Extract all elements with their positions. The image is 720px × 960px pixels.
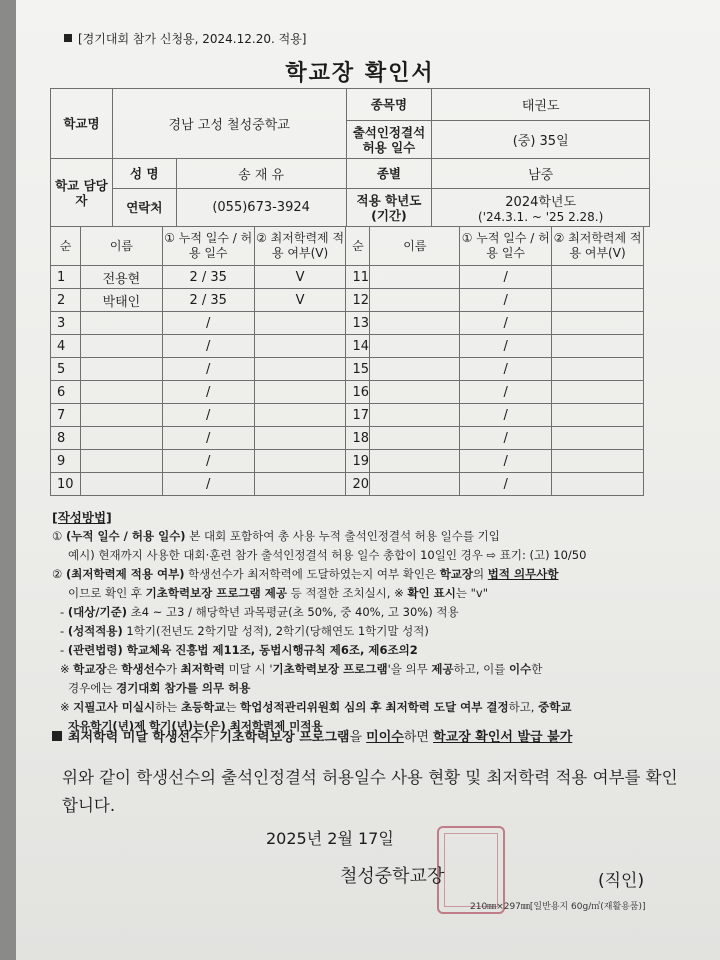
method-text: 한 [531, 662, 543, 676]
method-text: ① [52, 529, 66, 543]
row-days: / [460, 404, 552, 427]
row-no: 8 [51, 427, 81, 450]
row-days: / [460, 266, 552, 289]
method-text: 기초학력보장 프로그램 제공 [145, 586, 287, 600]
method-text: 의 [473, 567, 488, 581]
writing-method [52, 508, 672, 736]
method-text: - [60, 624, 68, 638]
row-min [254, 404, 346, 427]
issue-date: 2025년 2월 17일 [266, 829, 394, 848]
row-days: / [162, 381, 254, 404]
method-text: 이수 [509, 662, 532, 676]
notice-text: 하면 [403, 730, 434, 745]
row-days: / [162, 312, 254, 335]
header-min-2: ② 최저학력제 적용 여부(V) [552, 227, 644, 266]
method-text: 제공 [431, 662, 454, 676]
row-no: 16 [346, 381, 370, 404]
row-name [370, 404, 460, 427]
row-min [254, 312, 346, 335]
row-name [370, 473, 460, 496]
row-no: 5 [51, 358, 81, 381]
method-text: '을 의무 [387, 662, 432, 676]
method-text: 1학기(전년도 2학기말 성적), 2학기(당해연도 1학기말 성적) [122, 624, 429, 638]
row-name [80, 450, 162, 473]
row-no: 3 [51, 312, 81, 335]
row-days: / [460, 289, 552, 312]
method-text: 학교체육 진흥법 제11조, 동법시행규칙 제6조, 제6조의2 [122, 643, 418, 657]
row-name [370, 358, 460, 381]
row-name: 전용현 [80, 266, 162, 289]
header-no: 순 [51, 227, 81, 266]
row-days: / [460, 358, 552, 381]
row-min [254, 358, 346, 381]
notice-text: 을 [349, 730, 367, 745]
row-days: / [162, 473, 254, 496]
notice-text: 기초학력보장 프로그램 [219, 730, 350, 745]
row-name [80, 473, 162, 496]
method-text: 하고, [508, 700, 539, 714]
method-text: 지필고사 미실시 [73, 700, 156, 714]
method-text: ※ [60, 662, 74, 676]
table-row [51, 473, 644, 496]
notice-line [52, 726, 572, 745]
year-period: ('24.3.1. ~ '25 2.28.) [478, 210, 604, 224]
method-text: 법적 의무사항 [487, 567, 559, 581]
method-text: 가 [165, 662, 181, 676]
notice-icon [52, 731, 62, 741]
paper-spec-footer: 210㎜×297㎜[일반용지 60g/㎡(재활용품)] [470, 902, 646, 912]
row-no: 7 [51, 404, 81, 427]
row-no: 2 [51, 289, 81, 312]
row-no: 4 [51, 335, 81, 358]
method-text: 학교장 [439, 567, 474, 581]
row-no: 19 [346, 450, 370, 473]
row-name [370, 427, 460, 450]
method-text: ② [52, 567, 66, 581]
table-row [51, 404, 644, 427]
header-no-2: 순 [346, 227, 370, 266]
row-name [80, 335, 162, 358]
row-name [370, 335, 460, 358]
table-row [51, 427, 644, 450]
method-line-10 [52, 698, 672, 717]
officer-label: 학교 담당자 [51, 159, 113, 227]
allowed-days-label: 출석인정결석 허용 일수 [346, 121, 432, 159]
method-text: 초4 ~ 고3 / 해당학년 과목평균(초 50%, 중 40%, 고 30%) 적용 [126, 605, 459, 619]
student-list-table [50, 226, 644, 496]
table-row [51, 335, 644, 358]
row-no: 9 [51, 450, 81, 473]
row-min [552, 289, 644, 312]
row-days: / [460, 450, 552, 473]
row-min [552, 266, 644, 289]
row-no: 10 [51, 473, 81, 496]
row-min [254, 427, 346, 450]
header-note-text: [경기대회 참가 신청용, 2024.12.20. 적용] [78, 32, 307, 46]
method-text: (성적적용) [67, 624, 123, 638]
square-bullet-icon [64, 34, 72, 42]
method-text: ※ [60, 700, 74, 714]
method-text: 하는 [155, 700, 181, 714]
row-days: 2 / 35 [162, 266, 254, 289]
row-min [552, 312, 644, 335]
method-line-8 [52, 660, 672, 679]
method-text: 본 대회 포함하여 총 사용 누적 출석인정결석 허용 일수를 기입 [185, 529, 500, 543]
row-name [370, 289, 460, 312]
row-min [254, 381, 346, 404]
method-line-6 [52, 622, 672, 641]
seal-label: (직인) [598, 871, 645, 891]
header-min: ② 최저학력제 적용 여부(V) [254, 227, 346, 266]
row-days: / [460, 427, 552, 450]
year-cell [432, 189, 650, 227]
notice-text: 미이수 [366, 730, 404, 745]
info-table [50, 88, 650, 227]
row-no: 14 [346, 335, 370, 358]
method-text: 는 "v" [455, 586, 489, 600]
method-text: - [60, 643, 68, 657]
row-days: / [460, 312, 552, 335]
row-no: 12 [346, 289, 370, 312]
row-min [254, 450, 346, 473]
table-row [51, 289, 644, 312]
row-min [552, 427, 644, 450]
row-no: 18 [346, 427, 370, 450]
method-line-3 [52, 565, 672, 584]
method-text: - [60, 605, 68, 619]
row-no: 17 [346, 404, 370, 427]
header-note [64, 30, 306, 47]
row-min [552, 404, 644, 427]
method-text: 중학교 [538, 700, 572, 714]
row-days: / [162, 427, 254, 450]
method-text: 경우에는 [68, 681, 117, 695]
allowed-days-value: (중) 35일 [432, 121, 650, 159]
row-min: V [254, 289, 346, 312]
year-value: 2024학년도 [505, 195, 577, 210]
method-text: (최저학력제 적용 여부) [65, 567, 185, 581]
row-name [80, 427, 162, 450]
table-row [51, 450, 644, 473]
row-days: / [162, 404, 254, 427]
contact-value: (055)673-3924 [176, 189, 346, 227]
row-days: 2 / 35 [162, 289, 254, 312]
method-text: 은 [106, 662, 122, 676]
method-heading: [작성방법] [52, 510, 112, 525]
sport-label: 종목명 [346, 89, 432, 121]
table-row [51, 381, 644, 404]
row-name [80, 404, 162, 427]
method-text: 이므로 확인 후 [68, 586, 146, 600]
row-name [370, 266, 460, 289]
method-text: (관련법령) [67, 643, 123, 657]
sport-value: 태권도 [432, 89, 650, 121]
row-min [552, 335, 644, 358]
row-min [552, 473, 644, 496]
row-name: 박태인 [80, 289, 162, 312]
row-name [370, 381, 460, 404]
row-min: V [254, 266, 346, 289]
method-text: 는 [225, 700, 241, 714]
method-text: 학업성적관리위원회 심의 후 최저학력 도달 여부 결정 [240, 700, 509, 714]
method-text: 하고, 이를 [453, 662, 510, 676]
header-days: ① 누적 일수 / 허용 일수 [162, 227, 254, 266]
method-text: 학생선수가 최저학력에 도달하였는지 여부 확인은 [184, 567, 440, 581]
confirmation-text: 위와 같이 학생선수의 출석인정결석 허용일수 사용 현황 및 최저학력 적용 여부를 확인합니다. [62, 768, 678, 815]
row-no: 15 [346, 358, 370, 381]
year-label: 적용 학년도 (기간) [346, 189, 432, 227]
notice-text: 가 [202, 730, 220, 745]
row-min [254, 335, 346, 358]
table-row [51, 312, 644, 335]
method-text: 기초학력보장 프로그램 [272, 662, 388, 676]
method-text: 학교장 [73, 662, 107, 676]
name-label: 성 명 [112, 159, 176, 189]
row-min [552, 381, 644, 404]
page-title: 학교장 확인서 [285, 61, 435, 86]
row-min [254, 473, 346, 496]
school-label: 학교명 [51, 89, 113, 159]
row-name [80, 358, 162, 381]
row-days: / [460, 381, 552, 404]
row-name [370, 312, 460, 335]
row-no: 11 [346, 266, 370, 289]
row-name [370, 450, 460, 473]
method-line-4 [52, 584, 672, 603]
row-days: / [162, 450, 254, 473]
method-text: 미달 시 ' [225, 662, 273, 676]
table-row [51, 266, 644, 289]
row-no: 20 [346, 473, 370, 496]
notice-text: 학교장 확인서 발급 불가 [433, 730, 573, 745]
row-days: / [162, 335, 254, 358]
method-text: 등 적절한 조치실시, ※ [286, 586, 408, 600]
notice-text: 최저학력 미달 학생선수 [68, 730, 203, 745]
header-days-2: ① 누적 일수 / 허용 일수 [460, 227, 552, 266]
method-line-5 [52, 603, 672, 622]
contact-label: 연락처 [112, 189, 176, 227]
row-no: 6 [51, 381, 81, 404]
row-days: / [162, 358, 254, 381]
method-line-9 [52, 679, 672, 698]
school-value: 경남 고성 철성중학교 [112, 89, 346, 159]
row-name [80, 381, 162, 404]
header-name-2: 이름 [370, 227, 460, 266]
table-row [51, 358, 644, 381]
method-line-1 [52, 527, 672, 546]
method-text: 확인 표시 [407, 586, 456, 600]
row-name [80, 312, 162, 335]
method-text: 자유학기(년)제 학기(년)는(은) 최저학력제 미적용 [68, 719, 323, 733]
method-text: 최저학력 [180, 662, 226, 676]
method-text: (누적 일수 / 허용 일수) [65, 529, 186, 543]
row-min [552, 358, 644, 381]
school-principal-sign: 철성중학교장 [340, 866, 445, 887]
row-no: 1 [51, 266, 81, 289]
row-no: 13 [346, 312, 370, 335]
row-min [552, 450, 644, 473]
method-line-2: 예시) 현재까지 사용한 대회·훈련 참가 출석인정결석 허용 일수 총합이 10일인 경우 ⇨ 표기: (고) 10/50 [68, 548, 587, 562]
method-text: 학생선수 [121, 662, 166, 676]
header-name: 이름 [80, 227, 162, 266]
gender-value: 남중 [432, 159, 650, 189]
method-text: 초등학교 [180, 700, 226, 714]
gender-label: 종별 [346, 159, 432, 189]
method-text: 경기대회 참가를 의무 허용 [116, 681, 251, 695]
method-text: (대상/기준) [67, 605, 127, 619]
method-line-7 [52, 641, 672, 660]
name-value: 송 재 유 [176, 159, 346, 189]
row-days: / [460, 473, 552, 496]
row-days: / [460, 335, 552, 358]
